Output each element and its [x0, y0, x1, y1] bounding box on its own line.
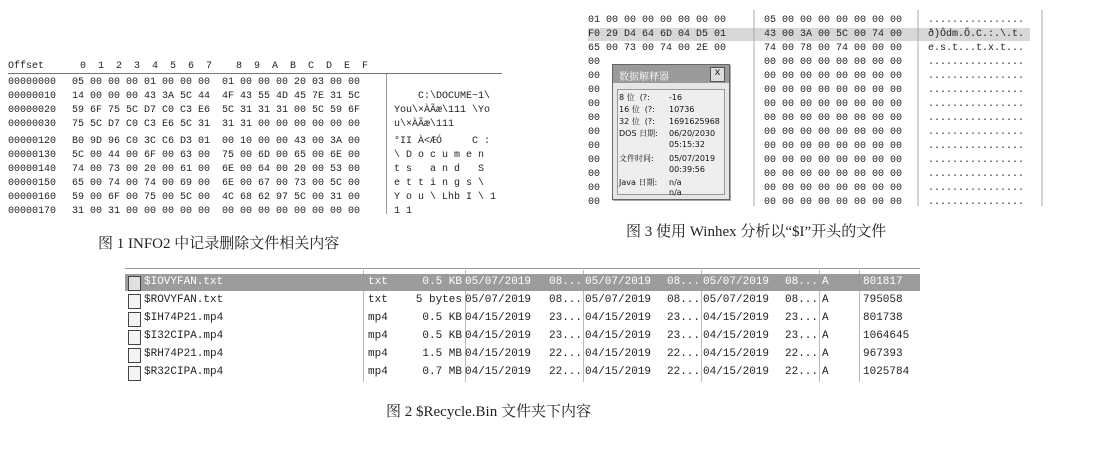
row-hex-right: 00 00 00 00 00 00 00 00: [764, 71, 903, 82]
row-hex-left: F0 29 D4 64 6D 04 D5 01: [588, 29, 727, 40]
header-offset: Offset: [8, 61, 45, 72]
row-hex-right: 00 00 00 00 00 00 00 00: [764, 99, 903, 110]
file-name: $I32CIPA.mp4: [144, 330, 224, 342]
row-hex: 14 00 00 00 43 3A 5C 44 4F 43 55 4D 45 7E 31 5C: [72, 91, 361, 102]
file-id: 1025784: [863, 366, 910, 378]
file-attr: A: [822, 330, 829, 342]
row-hex: 05 00 00 00 01 00 00 00 01 00 00 00 20 03 00 00: [72, 77, 361, 88]
field-value: 10736: [669, 105, 695, 114]
row-hex-right: 00 00 00 00 00 00 00 00: [764, 57, 903, 68]
figure1-caption: 图 1 INFO2 中记录删除文件相关内容: [98, 236, 340, 252]
row-text: ................: [928, 197, 1025, 206]
row-hex-left: 00: [588, 197, 601, 206]
dialog-title: 数据解释器: [619, 72, 669, 83]
created-date: 05/07/2019: [465, 276, 532, 288]
file-row[interactable]: [125, 328, 920, 345]
row-offset: 00000140: [8, 164, 57, 175]
row-text: ................: [928, 183, 1025, 194]
created-time: 08...: [549, 276, 583, 288]
header-col: 6: [188, 61, 195, 72]
row-hex-right: 05 00 00 00 00 00 00 00: [764, 15, 903, 26]
row-hex: 59 6F 75 5C D7 C0 C3 E6 5C 31 31 31 00 5C 59 6F: [72, 105, 361, 116]
header-col: 2: [116, 61, 123, 72]
accessed-time: 08...: [785, 276, 819, 288]
file-attr: A: [822, 366, 829, 378]
field-value: 1691625968: [669, 117, 720, 126]
accessed-time: 08...: [785, 294, 819, 306]
file-ext: mp4: [368, 348, 388, 360]
list-top-border: [125, 268, 920, 269]
row-hex-left: 00: [588, 183, 601, 194]
file-icon: [128, 276, 141, 291]
file-row[interactable]: [125, 274, 920, 291]
row-hex-right: 00 00 00 00 00 00 00 00: [764, 155, 903, 166]
header-col: 4: [152, 61, 159, 72]
modified-time: 22...: [667, 366, 701, 378]
header-col: E: [344, 61, 351, 72]
file-row[interactable]: [125, 310, 920, 327]
header-col: 7: [206, 61, 213, 72]
row-hex-left: 00: [588, 85, 601, 96]
modified-time: 22...: [667, 348, 701, 360]
accessed-date: 04/15/2019: [703, 366, 770, 378]
row-text: ................: [928, 141, 1025, 152]
modified-date: 04/15/2019: [585, 330, 652, 342]
info2-hex-view: [8, 60, 506, 218]
file-row[interactable]: [125, 292, 920, 309]
row-text: ................: [928, 15, 1025, 26]
header-divider: [8, 73, 502, 74]
dialog-titlebar[interactable]: [613, 65, 729, 83]
field-value: n/a: [669, 188, 682, 197]
file-size: 0.5 KB: [422, 330, 462, 342]
row-text: ................: [928, 113, 1025, 124]
row-offset: 00000020: [8, 105, 57, 116]
accessed-date: 04/15/2019: [703, 348, 770, 360]
row-ascii: t s a n d S: [394, 164, 485, 175]
accessed-time: 23...: [785, 330, 819, 342]
file-size: 5 bytes: [415, 294, 462, 306]
created-date: 04/15/2019: [465, 366, 532, 378]
accessed-date: 04/15/2019: [703, 312, 770, 324]
accessed-date: 04/15/2019: [703, 330, 770, 342]
header-col: 5: [170, 61, 177, 72]
file-icon: [128, 294, 141, 309]
row-hex-right: 00 00 00 00 00 00 00 00: [764, 127, 903, 138]
row-hex: 74 00 73 00 20 00 61 00 6E 00 64 00 20 00 53 00: [72, 164, 361, 175]
modified-time: 08...: [667, 276, 701, 288]
row-offset: 00000160: [8, 192, 57, 203]
created-date: 04/15/2019: [465, 312, 532, 324]
file-icon: [128, 330, 141, 345]
file-ext: mp4: [368, 366, 388, 378]
file-attr: A: [822, 294, 829, 306]
file-icon: [128, 312, 141, 327]
file-attr: A: [822, 348, 829, 360]
field-value: 05/07/2019: [669, 154, 716, 163]
row-hex-right: 00 00 00 00 00 00 00 00: [764, 197, 903, 206]
file-id: 795058: [863, 294, 903, 306]
header-col: 3: [134, 61, 141, 72]
row-hex-left: 00: [588, 155, 601, 166]
row-hex-left: 00: [588, 141, 601, 152]
file-ext: mp4: [368, 330, 388, 342]
row-offset: 00000010: [8, 91, 57, 102]
header-col: 0: [80, 61, 87, 72]
created-date: 05/07/2019: [465, 294, 532, 306]
row-text: ................: [928, 155, 1025, 166]
row-hex-right: 00 00 00 00 00 00 00 00: [764, 141, 903, 152]
modified-time: 23...: [667, 330, 701, 342]
row-hex-right: 74 00 78 00 74 00 00 00: [764, 43, 903, 54]
file-size: 0.7 MB: [422, 366, 462, 378]
row-hex: B0 9D 96 C0 3C C6 D3 01 00 10 00 00 43 00 3A 00: [72, 136, 361, 147]
modified-date: 05/07/2019: [585, 276, 652, 288]
header-col: 8: [236, 61, 243, 72]
figure3-caption: 图 3 使用 Winhex 分析以“$I”开头的文件: [626, 224, 887, 240]
row-text: e.s.t...t.x.t...: [928, 43, 1025, 54]
file-size: 0.5 KB: [422, 276, 462, 288]
row-offset: 00000150: [8, 178, 57, 189]
row-text: ................: [928, 169, 1025, 180]
row-offset: 00000130: [8, 150, 57, 161]
created-date: 04/15/2019: [465, 348, 532, 360]
created-time: 22...: [549, 366, 583, 378]
row-offset: 00000000: [8, 77, 57, 88]
file-ext: txt: [368, 294, 388, 306]
field-label: 16 位 (?:: [619, 105, 655, 114]
header-col: 9: [254, 61, 261, 72]
row-hex: 59 00 6F 00 75 00 5C 00 4C 68 62 97 5C 00 31 00: [72, 192, 361, 203]
figure2-caption: 图 2 $Recycle.Bin 文件夹下内容: [386, 404, 591, 420]
file-ext: txt: [368, 276, 388, 288]
header-col: A: [272, 61, 279, 72]
accessed-time: 22...: [785, 366, 819, 378]
row-hex-right: 43 00 3A 00 5C 00 74 00: [764, 29, 903, 40]
row-ascii: e t t i n g s \: [394, 178, 485, 189]
modified-time: 23...: [667, 312, 701, 324]
row-ascii: °II À<ÆÓ C :: [394, 136, 491, 147]
row-ascii: C:\DOCUME~1\: [394, 91, 491, 102]
row-hex: 31 00 31 00 00 00 00 00 00 00 00 00 00 00 00 00: [72, 206, 361, 217]
accessed-time: 23...: [785, 312, 819, 324]
field-label: 文件时间:: [619, 154, 654, 163]
row-ascii: u\×ÀÃæ\111: [394, 119, 455, 130]
header-col: 1: [98, 61, 105, 72]
row-hex-left: 00: [588, 127, 601, 138]
file-icon: [128, 366, 141, 381]
file-name: $ROVYFAN.txt: [144, 294, 224, 306]
header-col: D: [326, 61, 333, 72]
row-hex-left: 00: [588, 169, 601, 180]
modified-date: 04/15/2019: [585, 348, 652, 360]
row-hex-left: 00: [588, 71, 601, 82]
modified-time: 08...: [667, 294, 701, 306]
row-ascii: 1 1: [394, 206, 413, 217]
modified-date: 04/15/2019: [585, 366, 652, 378]
field-label: DOS 日期:: [619, 129, 658, 138]
file-row[interactable]: [125, 346, 920, 363]
file-name: $R32CIPA.mp4: [144, 366, 224, 378]
modified-date: 04/15/2019: [585, 312, 652, 324]
row-hex-right: 00 00 00 00 00 00 00 00: [764, 113, 903, 124]
row-hex-left: 00: [588, 113, 601, 124]
file-row[interactable]: [125, 364, 920, 381]
file-name: $IOVYFAN.txt: [144, 276, 224, 288]
accessed-date: 05/07/2019: [703, 294, 770, 306]
row-text: ................: [928, 85, 1025, 96]
data-interpreter-dialog[interactable]: [612, 64, 730, 200]
row-hex-right: 00 00 00 00 00 00 00 00: [764, 85, 903, 96]
row-ascii: You\×ÀÃæ\111 \Yo: [394, 105, 491, 116]
recycle-bin-file-list: [125, 262, 920, 382]
row-hex: 65 00 74 00 74 00 69 00 6E 00 67 00 73 00 5C 00: [72, 178, 361, 189]
file-attr: A: [822, 276, 829, 288]
created-date: 04/15/2019: [465, 330, 532, 342]
file-id: 967393: [863, 348, 903, 360]
row-hex-left: 00: [588, 57, 601, 68]
row-text: ................: [928, 71, 1025, 82]
row-text: ................: [928, 99, 1025, 110]
hex-column-header: [8, 60, 506, 74]
row-hex-left: 65 00 73 00 74 00 2E 00: [588, 43, 727, 54]
row-text: ð)Ôdm.Õ.C.:.\.t.: [928, 29, 1025, 40]
field-label: 32 位 (?:: [619, 117, 655, 126]
row-hex-right: 00 00 00 00 00 00 00 00: [764, 169, 903, 180]
row-ascii: Y o u \ Lhb I \ 1: [394, 192, 497, 203]
row-hex: 5C 00 44 00 6F 00 63 00 75 00 6D 00 65 00 6E 00: [72, 150, 361, 161]
ascii-divider: [386, 74, 387, 214]
file-size: 1.5 MB: [422, 348, 462, 360]
header-col: F: [362, 61, 369, 72]
field-value: 00:39:56: [669, 165, 705, 174]
row-offset: 00000120: [8, 136, 57, 147]
created-time: 08...: [549, 294, 583, 306]
modified-date: 05/07/2019: [585, 294, 652, 306]
file-name: $IH74P21.mp4: [144, 312, 224, 324]
created-time: 23...: [549, 330, 583, 342]
row-ascii: \ D o c u m e n: [394, 150, 485, 161]
field-value: 06/20/2030: [669, 129, 716, 138]
row-hex-right: 00 00 00 00 00 00 00 00: [764, 183, 903, 194]
field-value: n/a: [669, 178, 682, 187]
file-size: 0.5 KB: [422, 312, 462, 324]
field-value: 05:15:32: [669, 140, 705, 149]
file-attr: A: [822, 312, 829, 324]
file-icon: [128, 348, 141, 363]
accessed-time: 22...: [785, 348, 819, 360]
created-time: 22...: [549, 348, 583, 360]
file-name: $RH74P21.mp4: [144, 348, 224, 360]
field-value: -16: [669, 93, 683, 102]
field-label: Java 日期:: [619, 178, 658, 187]
file-id: 1064645: [863, 330, 910, 342]
accessed-date: 05/07/2019: [703, 276, 770, 288]
field-label: 8 位 (?:: [619, 93, 650, 102]
header-col: C: [308, 61, 315, 72]
row-text: ................: [928, 127, 1025, 138]
row-hex-left: 01 00 00 00 00 00 00 00: [588, 15, 727, 26]
close-icon[interactable]: x: [710, 67, 725, 82]
winhex-view: [584, 10, 1044, 206]
file-ext: mp4: [368, 312, 388, 324]
row-offset: 00000030: [8, 119, 57, 130]
row-hex-left: 00: [588, 99, 601, 110]
row-offset: 00000170: [8, 206, 57, 217]
file-id: 801738: [863, 312, 903, 324]
row-hex: 75 5C D7 C0 C3 E6 5C 31 31 31 00 00 00 00 00 00: [72, 119, 361, 130]
row-text: ................: [928, 57, 1025, 68]
created-time: 23...: [549, 312, 583, 324]
file-id: 801817: [863, 276, 903, 288]
header-col: B: [290, 61, 297, 72]
